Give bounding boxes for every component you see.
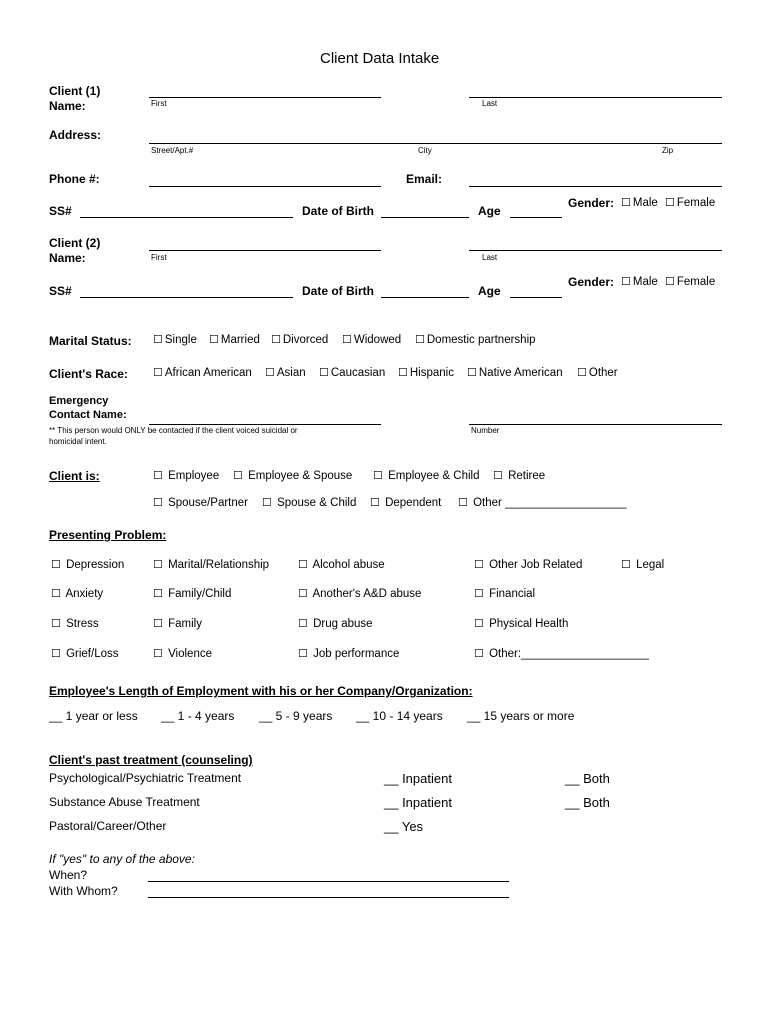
treatment-row-option-a[interactable]: __ Yes bbox=[384, 819, 424, 834]
treatment-row-name: Pastoral/Career/Other bbox=[49, 819, 167, 833]
if-yes-label: If "yes" to any of the above: bbox=[49, 852, 195, 866]
option-text: Anxiety bbox=[65, 588, 104, 600]
treatment-row-option-b[interactable]: __ Both bbox=[565, 795, 610, 810]
option-text: Married bbox=[220, 334, 260, 346]
checkbox-icon: ☐ bbox=[51, 648, 61, 660]
problem-depression[interactable] bbox=[51, 558, 124, 571]
emergency-number-caption: Number bbox=[471, 426, 500, 435]
checkbox-icon: ☐ bbox=[474, 648, 484, 660]
option-text: Financial bbox=[489, 588, 536, 600]
employment-1-year-or-less[interactable]: __ 1 year or less bbox=[49, 709, 138, 723]
option-text: Other:____________________ bbox=[489, 648, 649, 660]
phone-field[interactable] bbox=[149, 186, 381, 187]
checkbox-icon: ☐ bbox=[458, 497, 468, 509]
option-text: Violence bbox=[168, 648, 212, 660]
client-is-spouse-partner[interactable] bbox=[153, 496, 248, 509]
problem-violence[interactable] bbox=[153, 647, 212, 660]
option-text: Legal bbox=[636, 559, 665, 571]
female-text: Female bbox=[676, 276, 716, 288]
checkbox-icon: ☐ bbox=[153, 618, 163, 630]
email-field[interactable] bbox=[469, 186, 722, 187]
client2-gender-label: Gender: bbox=[568, 275, 615, 289]
client2-age-field[interactable] bbox=[510, 297, 562, 298]
option-text: Employee & Child bbox=[388, 470, 480, 482]
client-is-spouse-child[interactable] bbox=[262, 496, 356, 509]
client2-name-label bbox=[49, 236, 100, 266]
checkbox-icon: ☐ bbox=[262, 497, 272, 509]
client1-dob-field[interactable] bbox=[381, 217, 469, 218]
marital-status-label: Marital Status: bbox=[49, 334, 132, 348]
option-text: Employee & Spouse bbox=[248, 470, 353, 482]
phone-label: Phone #: bbox=[49, 172, 100, 186]
option-text: Family bbox=[168, 618, 202, 630]
marital-divorced[interactable] bbox=[271, 333, 328, 346]
client2-gender-female[interactable] bbox=[665, 275, 715, 288]
client2-label-line2: Name: bbox=[49, 251, 86, 265]
client1-last-name-field[interactable] bbox=[469, 97, 722, 98]
street-caption: Street/Apt.# bbox=[151, 146, 194, 155]
race-african-american[interactable] bbox=[153, 366, 252, 379]
client2-dob-field[interactable] bbox=[381, 297, 469, 298]
client-is-label: Client is: bbox=[49, 469, 100, 483]
marital-widowed[interactable] bbox=[342, 333, 401, 346]
problem-marital-relationship[interactable] bbox=[153, 558, 269, 571]
option-text: Native American bbox=[478, 367, 563, 379]
checkbox-icon: ☐ bbox=[153, 497, 163, 509]
client2-last-caption: Last bbox=[482, 253, 498, 262]
checkbox-icon: ☐ bbox=[621, 559, 631, 571]
checkbox-icon: ☐ bbox=[467, 367, 477, 379]
emergency-number-field[interactable] bbox=[469, 424, 722, 425]
option-text: Asian bbox=[276, 367, 306, 379]
zip-caption: Zip bbox=[662, 146, 674, 155]
checkbox-icon: ☐ bbox=[209, 334, 219, 346]
with-whom-field[interactable] bbox=[148, 897, 509, 898]
when-field[interactable] bbox=[148, 881, 509, 882]
race-caucasian[interactable] bbox=[319, 366, 385, 379]
client2-label-line1: Client (2) bbox=[49, 236, 101, 250]
checkbox-icon: ☐ bbox=[298, 648, 308, 660]
checkbox-icon: ☐ bbox=[474, 559, 484, 571]
checkbox-icon: ☐ bbox=[233, 470, 243, 482]
checkbox-icon: ☐ bbox=[577, 367, 587, 379]
option-text: Grief/Loss bbox=[66, 648, 119, 660]
client2-gender-male[interactable] bbox=[621, 275, 658, 288]
treatment-row-option-b[interactable]: __ Both bbox=[565, 771, 610, 786]
client1-ss-label: SS# bbox=[49, 204, 72, 218]
checkbox-icon: ☐ bbox=[398, 367, 408, 379]
option-text: Physical Health bbox=[489, 618, 569, 630]
option-text: Stress bbox=[66, 618, 99, 630]
marital-married[interactable] bbox=[209, 333, 260, 346]
option-text: Alcohol abuse bbox=[312, 559, 385, 571]
emergency-note: ** This person would ONLY be contacted if the client voiced suicidal or homicidal intent. bbox=[49, 426, 298, 446]
presenting-problem-label: Presenting Problem: bbox=[49, 528, 167, 542]
checkbox-icon: ☐ bbox=[271, 334, 281, 346]
problem-family[interactable] bbox=[153, 617, 202, 630]
marital-single[interactable] bbox=[153, 333, 197, 346]
problem-alcohol-abuse[interactable] bbox=[298, 558, 385, 571]
checkbox-icon: ☐ bbox=[474, 588, 484, 600]
checkbox-icon: ☐ bbox=[370, 497, 380, 509]
option-text: Marital/Relationship bbox=[168, 559, 270, 571]
problem-grief-loss[interactable] bbox=[51, 647, 119, 660]
option-text: Drug abuse bbox=[313, 618, 373, 630]
client-is-other[interactable] bbox=[458, 496, 627, 509]
client2-first-name-field[interactable] bbox=[149, 250, 381, 251]
employment-1-4-years[interactable]: __ 1 - 4 years bbox=[161, 709, 235, 723]
option-text: Employee bbox=[168, 470, 220, 482]
address-field[interactable] bbox=[149, 143, 722, 144]
checkbox-icon: ☐ bbox=[153, 334, 163, 346]
race-hispanic[interactable] bbox=[398, 366, 454, 379]
checkbox-icon: ☐ bbox=[415, 334, 425, 346]
option-text: Single bbox=[164, 334, 197, 346]
option-text: Other ___________________ bbox=[473, 497, 627, 509]
employment-5-9-years[interactable]: __ 5 - 9 years bbox=[259, 709, 333, 723]
client1-last-caption: Last bbox=[482, 99, 498, 108]
option-text: Other Job Related bbox=[489, 559, 583, 571]
problem-anothers-ad-abuse[interactable] bbox=[298, 587, 421, 600]
option-text: Hispanic bbox=[409, 367, 454, 379]
checkbox-icon: ☐ bbox=[665, 276, 675, 288]
client1-age-label: Age bbox=[478, 204, 501, 218]
page-title: Client Data Intake bbox=[320, 50, 440, 67]
problem-physical-health[interactable] bbox=[474, 617, 568, 630]
option-text: Dependent bbox=[385, 497, 442, 509]
client-is-employee[interactable] bbox=[153, 469, 219, 482]
checkbox-icon: ☐ bbox=[153, 367, 163, 379]
checkbox-icon: ☐ bbox=[51, 559, 61, 571]
client2-dob-label: Date of Birth bbox=[302, 284, 374, 298]
client1-dob-label: Date of Birth bbox=[302, 204, 374, 218]
employment-15-years-or-more[interactable]: __ 15 years or more bbox=[467, 709, 575, 723]
treatment-row-name: Psychological/Psychiatric Treatment bbox=[49, 771, 242, 785]
problem-legal[interactable] bbox=[621, 558, 664, 571]
client-is-dependent[interactable] bbox=[370, 496, 441, 509]
email-label: Email: bbox=[406, 172, 443, 186]
checkbox-icon: ☐ bbox=[373, 470, 383, 482]
option-text: Spouse/Partner bbox=[168, 497, 248, 509]
client-is-retiree[interactable] bbox=[493, 469, 545, 482]
problem-stress[interactable] bbox=[51, 617, 99, 630]
checkbox-icon: ☐ bbox=[493, 470, 503, 482]
checkbox-icon: ☐ bbox=[153, 588, 163, 600]
option-text: Depression bbox=[66, 559, 125, 571]
emergency-label-line2: Contact Name: bbox=[49, 409, 127, 421]
client1-gender-label: Gender: bbox=[568, 196, 615, 210]
client1-gender-male[interactable] bbox=[621, 196, 658, 209]
option-text: Another's A&D abuse bbox=[312, 588, 422, 600]
treatment-row-option-a[interactable]: __ Inpatient bbox=[384, 771, 452, 786]
client2-age-label: Age bbox=[478, 284, 501, 298]
emergency-contact-label bbox=[49, 394, 127, 422]
client2-first-caption: First bbox=[151, 253, 167, 262]
treatment-row-name: Substance Abuse Treatment bbox=[49, 795, 200, 809]
race-other[interactable] bbox=[577, 366, 618, 379]
checkbox-icon: ☐ bbox=[298, 618, 308, 630]
option-text: Caucasian bbox=[330, 367, 386, 379]
option-text: African American bbox=[164, 367, 252, 379]
option-text: Retiree bbox=[508, 470, 546, 482]
checkbox-icon: ☐ bbox=[153, 648, 163, 660]
past-treatment-label: Client's past treatment (counseling) bbox=[49, 753, 253, 767]
client1-label-line1: Client (1) bbox=[49, 84, 101, 98]
client1-label-line2: Name: bbox=[49, 99, 86, 113]
checkbox-icon: ☐ bbox=[474, 618, 484, 630]
checkbox-icon: ☐ bbox=[665, 197, 675, 209]
checkbox-icon: ☐ bbox=[621, 197, 631, 209]
male-text: Male bbox=[632, 276, 658, 288]
address-label: Address: bbox=[49, 128, 102, 142]
option-text: Divorced bbox=[282, 334, 329, 346]
checkbox-icon: ☐ bbox=[153, 559, 163, 571]
option-text: Family/Child bbox=[168, 588, 232, 600]
checkbox-icon: ☐ bbox=[265, 367, 275, 379]
option-text: Other bbox=[588, 367, 618, 379]
problem-other[interactable] bbox=[474, 647, 649, 660]
problem-family-child[interactable] bbox=[153, 587, 231, 600]
client-is-employee-spouse[interactable] bbox=[233, 469, 352, 482]
problem-anxiety[interactable] bbox=[51, 587, 103, 600]
problem-drug-abuse[interactable] bbox=[298, 617, 373, 630]
problem-financial[interactable] bbox=[474, 587, 535, 600]
client-is-employee-child[interactable] bbox=[373, 469, 479, 482]
problem-job-performance[interactable] bbox=[298, 647, 399, 660]
client1-name-label bbox=[49, 84, 100, 114]
race-native-american[interactable] bbox=[467, 366, 563, 379]
checkbox-icon: ☐ bbox=[319, 367, 329, 379]
client1-gender-female[interactable] bbox=[665, 196, 715, 209]
male-text: Male bbox=[632, 197, 658, 209]
option-text: Job performance bbox=[313, 648, 400, 660]
checkbox-icon: ☐ bbox=[153, 470, 163, 482]
option-text: Spouse & Child bbox=[277, 497, 357, 509]
checkbox-icon: ☐ bbox=[51, 618, 61, 630]
race-asian[interactable] bbox=[265, 366, 306, 379]
client2-ss-label: SS# bbox=[49, 284, 72, 298]
checkbox-icon: ☐ bbox=[298, 559, 308, 571]
option-text: Widowed bbox=[353, 334, 402, 346]
checkbox-icon: ☐ bbox=[621, 276, 631, 288]
problem-other-job-related[interactable] bbox=[474, 558, 582, 571]
treatment-row-option-a[interactable]: __ Inpatient bbox=[384, 795, 452, 810]
when-label: When? bbox=[49, 868, 88, 882]
female-text: Female bbox=[676, 197, 716, 209]
emergency-label-line1: Emergency bbox=[49, 395, 109, 407]
client2-last-name-field[interactable] bbox=[469, 250, 722, 251]
client2-ss-field[interactable] bbox=[80, 297, 293, 298]
client1-first-name-field[interactable] bbox=[149, 97, 381, 98]
checkbox-icon: ☐ bbox=[342, 334, 352, 346]
checkbox-icon: ☐ bbox=[298, 588, 308, 600]
with-whom-label: With Whom? bbox=[49, 884, 118, 898]
checkbox-icon: ☐ bbox=[51, 588, 61, 600]
employment-length-label: Employee's Length of Employment with his or her Company/Organization: bbox=[49, 684, 473, 698]
client1-first-caption: First bbox=[151, 99, 167, 108]
race-label: Client's Race: bbox=[49, 367, 128, 381]
marital-domestic-partnership[interactable] bbox=[415, 333, 536, 346]
client1-age-field[interactable] bbox=[510, 217, 562, 218]
client1-ss-field[interactable] bbox=[80, 217, 293, 218]
city-caption: City bbox=[418, 146, 432, 155]
employment-10-14-years[interactable]: __ 10 - 14 years bbox=[356, 709, 443, 723]
option-text: Domestic partnership bbox=[426, 334, 536, 346]
